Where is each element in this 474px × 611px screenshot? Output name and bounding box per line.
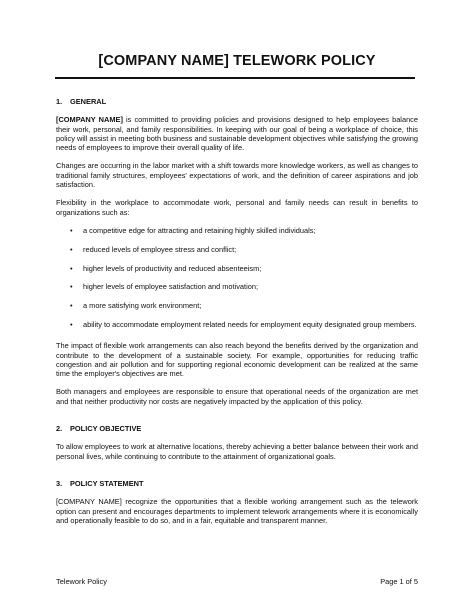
list-item-text: ability to accommodate employment related needs for employment equity designated group members. [83,319,417,329]
list-item-text: reduced levels of employee stress and conflict; [83,244,237,254]
general-paragraph-1-text: is committed to providing policies and provisions designed to help employees balance their work, personal, and family responsibilities. In keeping with our goal of being a workplace of choice, this policy will assist in meeting both business and sustainable development objectives while satisfying the growing needs of employees to improve their overall quality of life. [56,115,418,153]
document-body [56,97,418,525]
benefits-list [56,226,418,329]
objective-paragraph: To allow employees to work at alternative locations, thereby achieving a better balance between their work and personal lives, while continuing to contribute to the attainment of organizational goals. [56,442,418,461]
list-item-text: higher levels of employee satisfaction and motivation; [83,282,259,292]
statement-paragraph: [COMPANY NAME] recognize the opportunities that a flexible working arrangement such as the telework option can present and encourages departments to implement telework arrangements where it is economically and operationally feasible to do so, and in a fair, equitable and transparent manner. [56,497,418,525]
section-heading-text: GENERAL [70,97,107,106]
list-item-text: a competitive edge for attracting and retaining highly skilled individuals; [83,225,316,235]
document-title: [COMPANY NAME] TELEWORK POLICY [98,53,376,69]
list-item [56,320,418,329]
bullet-icon: • [70,301,73,311]
general-paragraph-1 [56,115,418,152]
footer-page-number: Page 1 of 5 [380,577,418,586]
general-paragraph-3: Flexibility in the workplace to accommodate work, personal and family needs can result in benefits to organizations such as: [56,198,418,217]
general-paragraph-2: Changes are occurring in the labor market with a shift towards more knowledge workers, as well as changes to traditional family structures, employees' expectations of work, and the definition of career aspirations and job satisfaction. [56,161,418,190]
list-item [56,282,418,291]
section-heading-general [56,97,418,106]
footer-document-name: Telework Policy [56,577,107,586]
section-number: 2. [56,424,63,434]
general-paragraph-5: Both managers and employees are responsible to ensure that operational needs of the organization are met and that neither productivity nor costs are negatively impacted by the application of this policy. [56,387,418,406]
list-item-text: higher levels of productivity and reduced absenteeism; [83,263,262,273]
list-item-text: a more satisfying work environment; [83,301,202,311]
list-item [56,226,418,235]
section-heading-statement [56,479,418,488]
list-item [56,245,418,254]
bullet-icon: • [70,282,73,292]
general-paragraph-4: The impact of flexible work arrangements can also reach beyond the benefits derived by the organization and contribute to the development of a sustainable society. For example, opportunities for reducing traffic congestion and air pollution and for supporting regional economic development can be realized at the same time the employer's objectives are met. [56,341,418,379]
title-divider [55,77,415,79]
section-heading-text: POLICY OBJECTIVE [70,424,142,434]
section-heading-text: POLICY STATEMENT [70,478,144,488]
bullet-icon: • [70,319,73,329]
bullet-icon: • [70,263,73,273]
bullet-icon: • [70,244,73,254]
company-name-bold: [COMPANY NAME] [56,115,123,125]
bullet-icon: • [70,225,73,235]
list-item [56,301,418,310]
section-number: 1. [56,97,63,106]
section-heading-objective [56,424,418,433]
list-item [56,264,418,273]
section-number: 3. [56,478,63,488]
